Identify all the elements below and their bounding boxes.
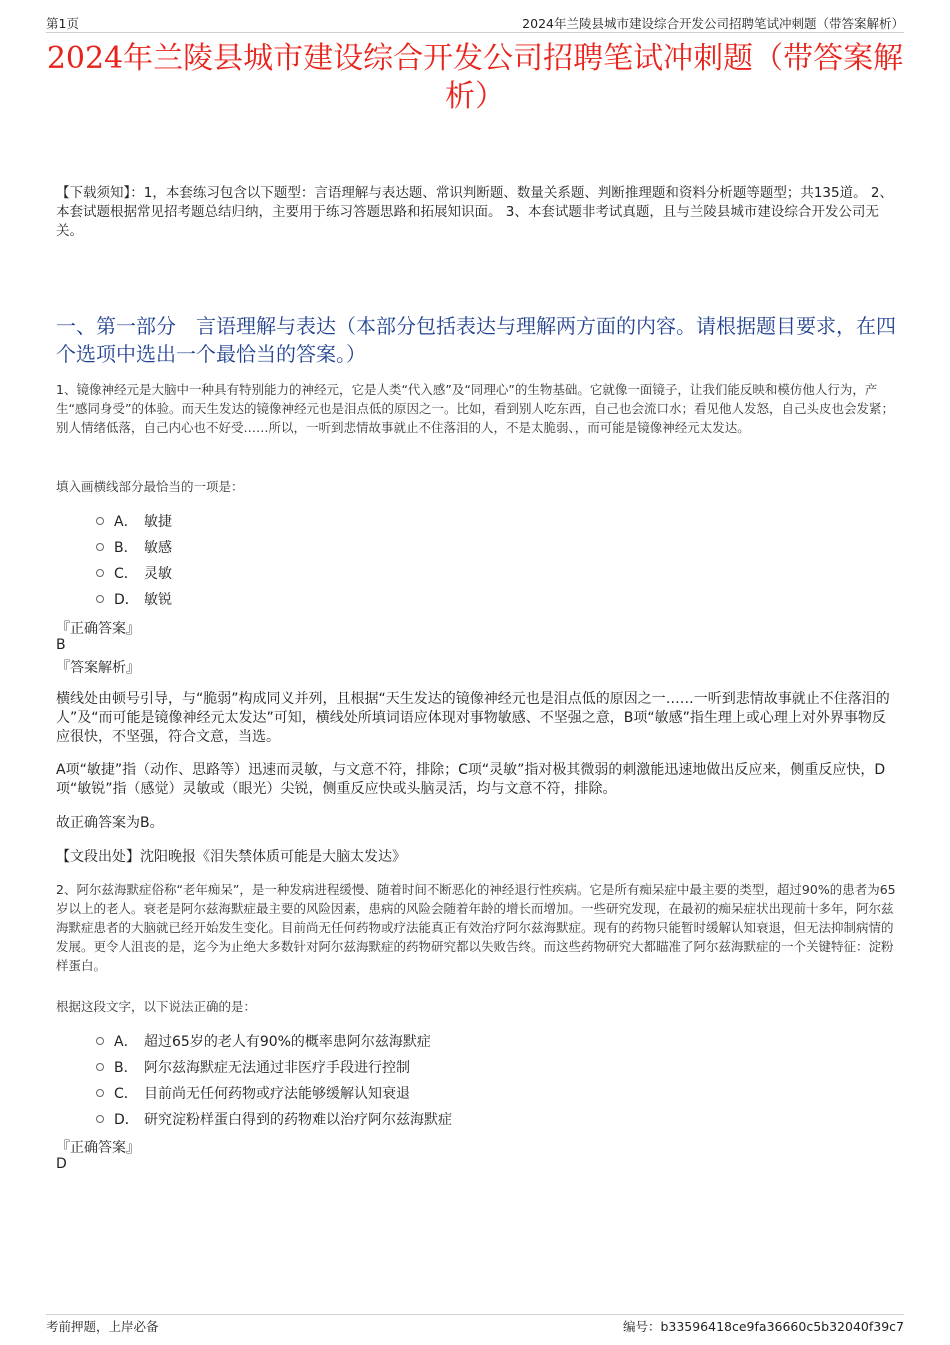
option-c[interactable]	[96, 560, 172, 586]
option-letter: C．	[114, 566, 138, 582]
question-1-options	[96, 508, 172, 612]
option-letter: A．	[114, 514, 138, 530]
question-1-stem: 1、镜像神经元是大脑中一种具有特别能力的神经元，它是人类“代入感”及“同理心”的生物基础。它就像一面镜子，让我们能反映和模仿他人行为，产生“感同身受”的体验。而天生发达的镜像神经元也是泪点低的原因之一。比如，看到别人吃东西，自己也会流口水；看见他人发怒，自己头皮也会发紧；别人情绪低落，自己内心也不好受……所以，一听到悲情故事就止不住落泪的人，不是太脆弱、，而可能是镜像神经元太发达。	[56, 382, 894, 435]
option-letter: B．	[114, 540, 138, 556]
page-header	[46, 14, 904, 33]
question-2-stem: 2、阿尔兹海默症俗称“老年痴呆”，是一种发病进程缓慢、随着时间不断恶化的神经退行性疾病。它是所有痴呆症中最主要的类型，超过90%的患者为65岁以上的老人。衰老是阿尔兹海默症最主要的风险因素，患病的风险会随着年龄的增长而增加。一些研究发现，在最初的痴呆症状出现前十多年，阿尔兹海默症患者的大脑就已经开始发生变化。目前尚无任何药物或疗法能真正有效治疗阿尔兹海默症。现有的药物只能暂时缓解认知衰退，但无法抑制病情的发展。更令人沮丧的是，迄今为止绝大多数针对阿尔兹海默症的药物研究都以失败告终。而这些药物研究大都瞄准了阿尔兹海默症的一个关键特征：淀粉样蛋白。	[56, 882, 896, 973]
option-letter: D．	[114, 592, 139, 608]
question-2-options	[96, 1028, 452, 1132]
option-letter: B．	[114, 1060, 138, 1076]
question-1-prompt: 填入画横线部分最恰当的一项是：	[56, 479, 244, 494]
question-2-prompt: 根据这段文字，以下说法正确的是：	[56, 999, 257, 1014]
option-b[interactable]	[96, 534, 172, 560]
page-footer	[46, 1314, 904, 1334]
section-heading: 一、第一部分 言语理解与表达（本部分包括表达与理解两方面的内容。请根据题目要求，在四个选项中选出一个最恰当的答案。）	[56, 314, 896, 366]
option-text: 敏锐	[144, 592, 172, 608]
header-doc-title: 2024年兰陵县城市建设综合开发公司招聘笔试冲刺题（带答案解析）	[522, 16, 904, 31]
option-d[interactable]	[96, 586, 172, 612]
option-letter: C．	[114, 1086, 138, 1102]
radio-icon[interactable]	[96, 1089, 104, 1097]
radio-icon[interactable]	[96, 569, 104, 577]
answer-label: 『正确答案』	[56, 1140, 140, 1156]
radio-icon[interactable]	[96, 1037, 104, 1045]
analysis-label: 『答案解析』	[56, 660, 140, 676]
option-text: 敏感	[144, 540, 172, 556]
answer-value: D	[56, 1156, 67, 1172]
option-text: 敏捷	[144, 514, 172, 530]
footer-serial: 编号：b33596418ce9fa36660c5b32040f39c7	[622, 1319, 904, 1334]
option-text: 超过65岁的老人有90%的概率患阿尔兹海默症	[144, 1034, 431, 1050]
radio-icon[interactable]	[96, 543, 104, 551]
analysis-paragraph: A项“敏捷”指（动作、思路等）迅速而灵敏，与文意不符，排除；C项“灵敏”指对极其微弱的刺激能迅速地做出反应来，侧重反应快，D项“敏锐”指（感觉）灵敏或（眼光）尖锐，侧重反应快或头脑灵活，均与文意不符，排除。	[56, 762, 886, 797]
option-text: 目前尚无任何药物或疗法能够缓解认知衰退	[144, 1086, 410, 1102]
option-text: 阿尔兹海默症无法通过非医疗手段进行控制	[144, 1060, 410, 1076]
download-notice: 【下载须知】：1，本套练习包含以下题型：言语理解与表达题、常识判断题、数量关系题、判断推理题和资料分析题等题型；共135道。 2、本套试题根据常见招考题总结归纳，主要用于练习答题思路和拓展知识面。 3、本套试题非考试真题，且与兰陵县城市建设综合开发公司无关。	[56, 185, 893, 239]
option-letter: D．	[114, 1112, 139, 1128]
option-c[interactable]	[96, 1080, 452, 1106]
option-d[interactable]	[96, 1106, 452, 1132]
option-a[interactable]	[96, 1028, 452, 1054]
radio-icon[interactable]	[96, 517, 104, 525]
analysis-source: 【文段出处】沈阳晚报《泪失禁体质可能是大脑太发达》	[56, 849, 406, 865]
option-a[interactable]	[96, 508, 172, 534]
page-number: 第1页	[46, 16, 79, 31]
answer-value: B	[56, 637, 66, 653]
footer-slogan: 考前押题，上岸必备	[46, 1319, 159, 1334]
answer-label: 『正确答案』	[56, 621, 140, 637]
radio-icon[interactable]	[96, 1063, 104, 1071]
radio-icon[interactable]	[96, 1115, 104, 1123]
option-letter: A．	[114, 1034, 138, 1050]
option-text: 研究淀粉样蛋白得到的药物难以治疗阿尔兹海默症	[144, 1112, 452, 1128]
document-title: 2024年兰陵县城市建设综合开发公司招聘笔试冲刺题（带答案解析）	[46, 41, 904, 114]
analysis-paragraph: 横线处由顿号引导，与“脆弱”构成同义并列，且根据“天生发达的镜像神经元也是泪点低的原因之一……一听到悲情故事就止不住落泪的人”及“而可能是镜像神经元太发达”可知，横线处所填词语应体现对事物敏感、不坚强之意，B项“敏感”指生理上或心理上对外界事物反应很快，不坚强，符合文意，当选。	[56, 691, 890, 745]
radio-icon[interactable]	[96, 595, 104, 603]
option-text: 灵敏	[144, 566, 172, 582]
option-b[interactable]	[96, 1054, 452, 1080]
analysis-conclusion: 故正确答案为B。	[56, 815, 164, 831]
